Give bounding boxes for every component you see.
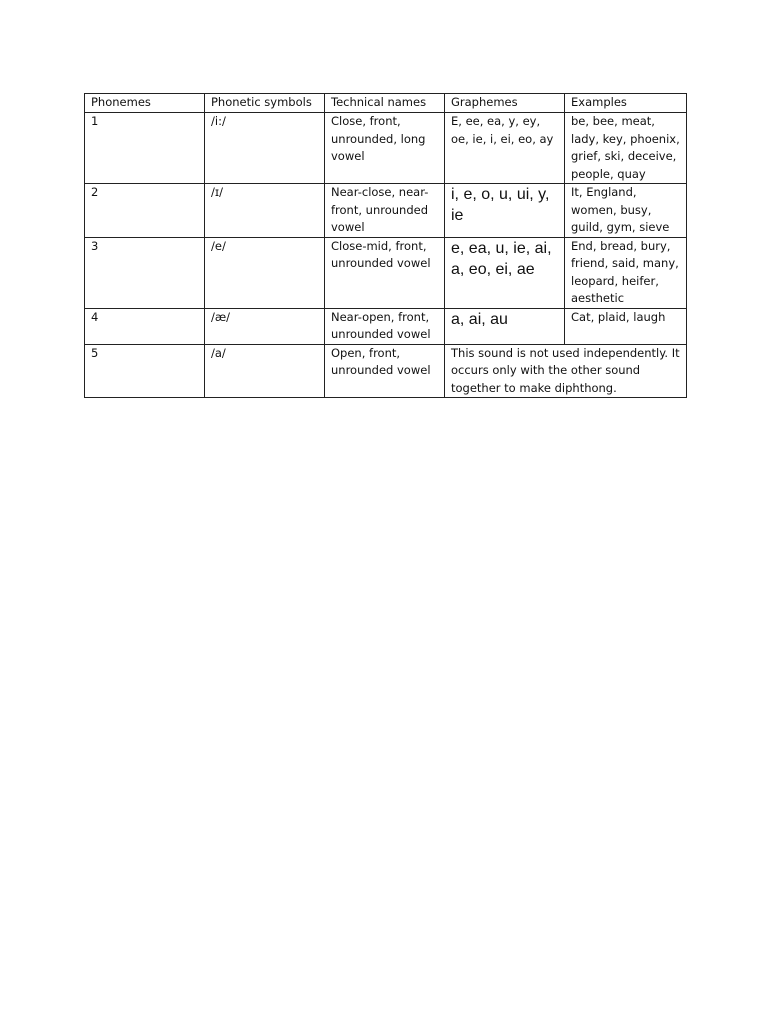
phonetic-symbol-cell: /e/ — [205, 237, 325, 308]
graphemes-cell: a, ai, au — [445, 308, 565, 344]
note-cell: This sound is not used independently. It occurs only with the other sound together to make diphthong. — [445, 344, 687, 398]
phonetic-symbol-cell: /æ/ — [205, 308, 325, 344]
phonetic-symbol-cell: /a/ — [205, 344, 325, 398]
phonetic-symbol-cell: /i:/ — [205, 113, 325, 184]
phoneme-cell: 1 — [85, 113, 205, 184]
header-examples: Examples — [565, 94, 687, 113]
phonetic-symbol-cell: /ɪ/ — [205, 184, 325, 238]
examples-cell: Cat, plaid, laugh — [565, 308, 687, 344]
graphemes-cell: e, ea, u, ie, ai, a, eo, ei, ae — [445, 237, 565, 308]
examples-cell: It, England, women, busy, guild, gym, sieve — [565, 184, 687, 238]
technical-name-cell: Close, front, unrounded, long vowel — [325, 113, 445, 184]
phonemes-table — [84, 93, 687, 398]
phoneme-cell: 5 — [85, 344, 205, 398]
phoneme-cell: 3 — [85, 237, 205, 308]
header-technical-names: Technical names — [325, 94, 445, 113]
header-phonetic-symbols: Phonetic symbols — [205, 94, 325, 113]
examples-cell: End, bread, bury, friend, said, many, leopard, heifer, aesthetic — [565, 237, 687, 308]
table-row — [85, 308, 687, 344]
table-header-row — [85, 94, 687, 113]
table-row — [85, 237, 687, 308]
examples-cell: be, bee, meat, lady, key, phoenix, grief, ski, deceive, people, quay — [565, 113, 687, 184]
header-graphemes: Graphemes — [445, 94, 565, 113]
technical-name-cell: Close-mid, front, unrounded vowel — [325, 237, 445, 308]
table-row — [85, 344, 687, 398]
graphemes-cell: E, ee, ea, y, ey, oe, ie, i, ei, eo, ay — [445, 113, 565, 184]
phoneme-cell: 4 — [85, 308, 205, 344]
table-row — [85, 113, 687, 184]
technical-name-cell: Near-close, near-front, unrounded vowel — [325, 184, 445, 238]
phoneme-cell: 2 — [85, 184, 205, 238]
graphemes-cell: i, e, o, u, ui, y, ie — [445, 184, 565, 238]
header-phonemes: Phonemes — [85, 94, 205, 113]
table-row — [85, 184, 687, 238]
technical-name-cell: Near-open, front, unrounded vowel — [325, 308, 445, 344]
technical-name-cell: Open, front, unrounded vowel — [325, 344, 445, 398]
